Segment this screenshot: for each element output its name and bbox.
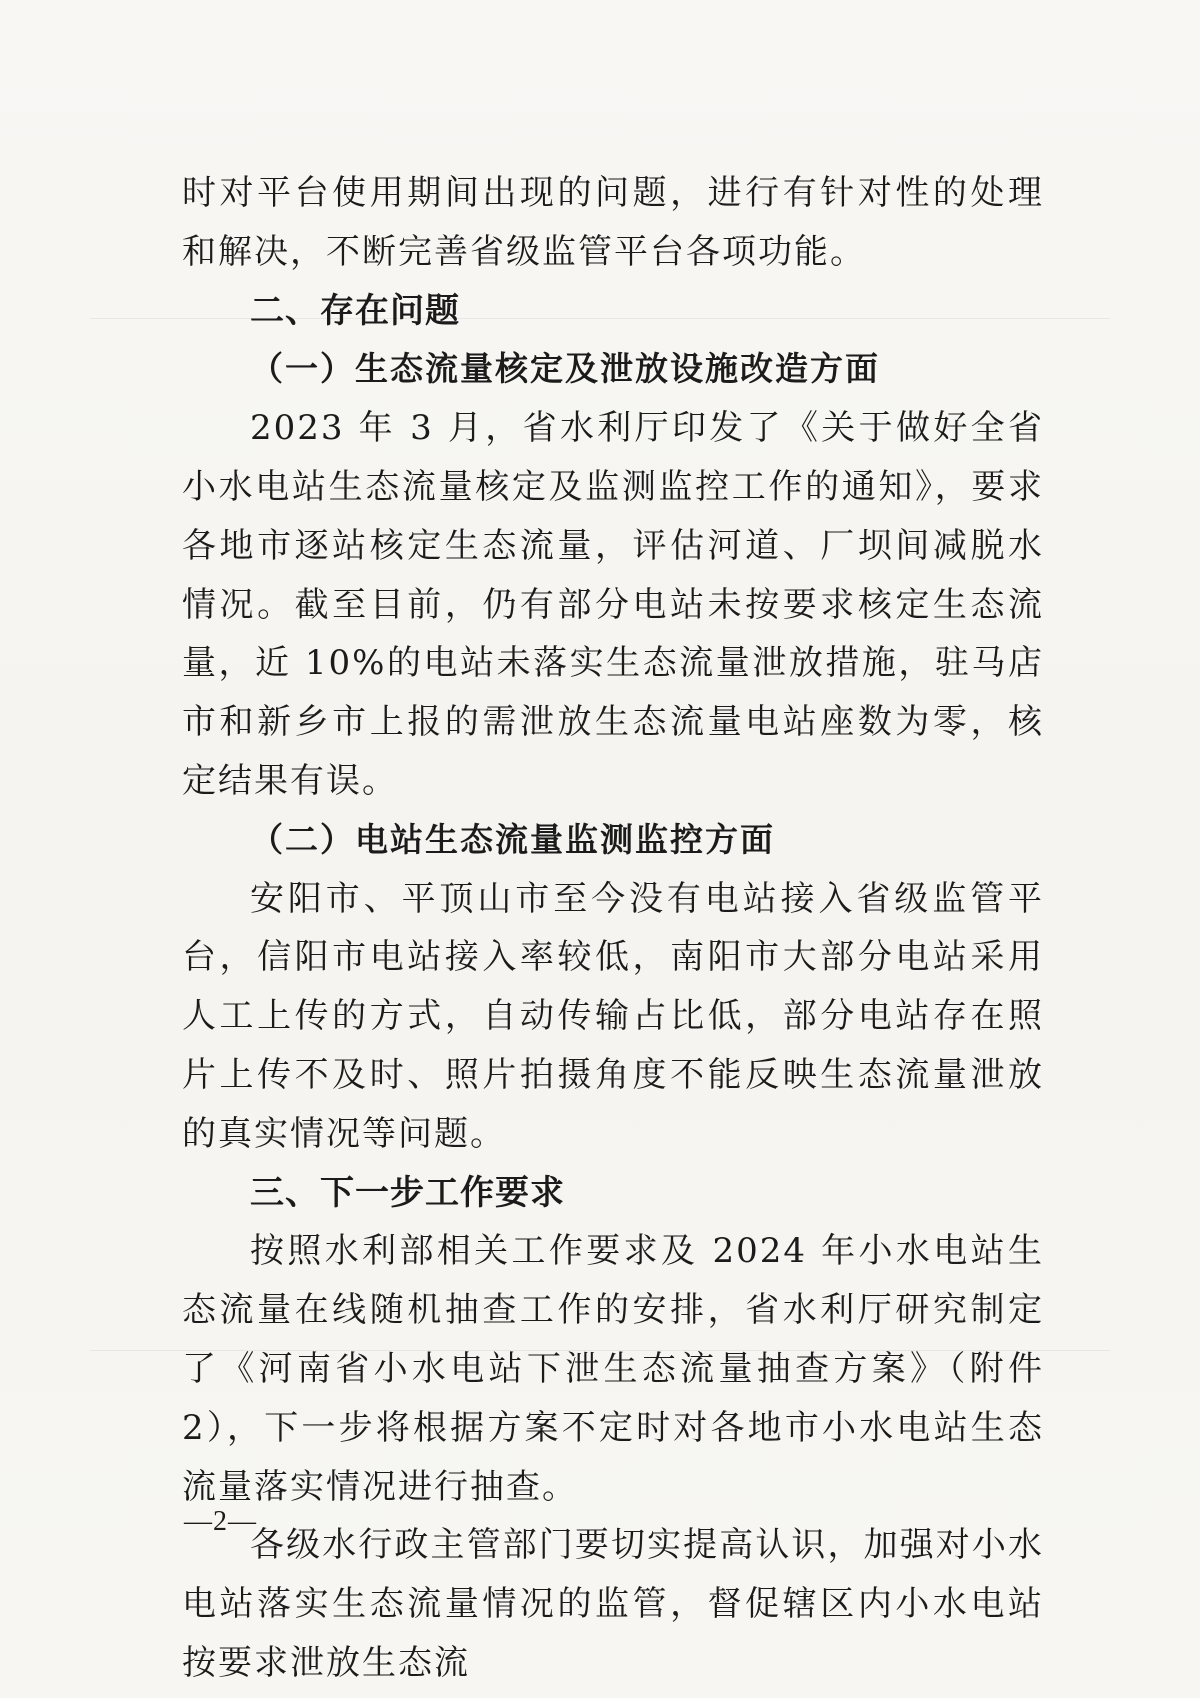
paragraph-ecological-flow-verification: 2023 年 3 月，省水利厅印发了《关于做好全省小水电站生态流量核定及监测监控工作的通知》，要求各地市逐站核定生态流量，评估河道、厂坝间减脱水情况。截至目前，仍有部分电站未按要求核定生态流量，近 10%的电站未落实生态流量泄放措施，驻马店市和新乡市上报的需泄放生态流量电站座数为零，核定结果有误。 <box>182 408 1044 801</box>
subsection-heading-1: （一）生态流量核定及泄放设施改造方面 <box>250 349 880 389</box>
subsection-heading-2: （二）电站生态流量监测监控方面 <box>250 819 775 859</box>
paragraph-continuation: 时对平台使用期间出现的问题，进行有针对性的处理和解决，不断完善省级监管平台各项功能。 <box>182 173 1044 272</box>
paragraph-spot-check-plan: 按照水利部相关工作要求及 2024 年小水电站生态流量在线随机抽查工作的安排，省水利厅研究制定了《河南省小水电站下泄生态流量抽查方案》（附件 2），下一步将根据方案不定时对各地市小水电站生态流量落实情况进行抽查。 <box>182 1231 1044 1507</box>
section-heading-next-steps: 三、下一步工作要求 <box>250 1172 565 1213</box>
paragraph-supervision: 各级水行政主管部门要切实提高认识，加强对小水电站落实生态流量情况的监管，督促辖区内小水电站按要求泄放生态流 <box>182 1525 1044 1683</box>
section-heading-problems: 二、存在问题 <box>250 290 460 331</box>
document-body <box>182 164 1044 1693</box>
paragraph-monitoring: 安阳市、平顶山市至今没有电站接入省级监管平台，信阳市电站接入率较低，南阳市大部分电站采用人工上传的方式，自动传输占比低，部分电站存在照片上传不及时、照片拍摄角度不能反映生态流量泄放的真实情况等问题。 <box>182 878 1044 1154</box>
page-number: —2— <box>184 1506 257 1537</box>
